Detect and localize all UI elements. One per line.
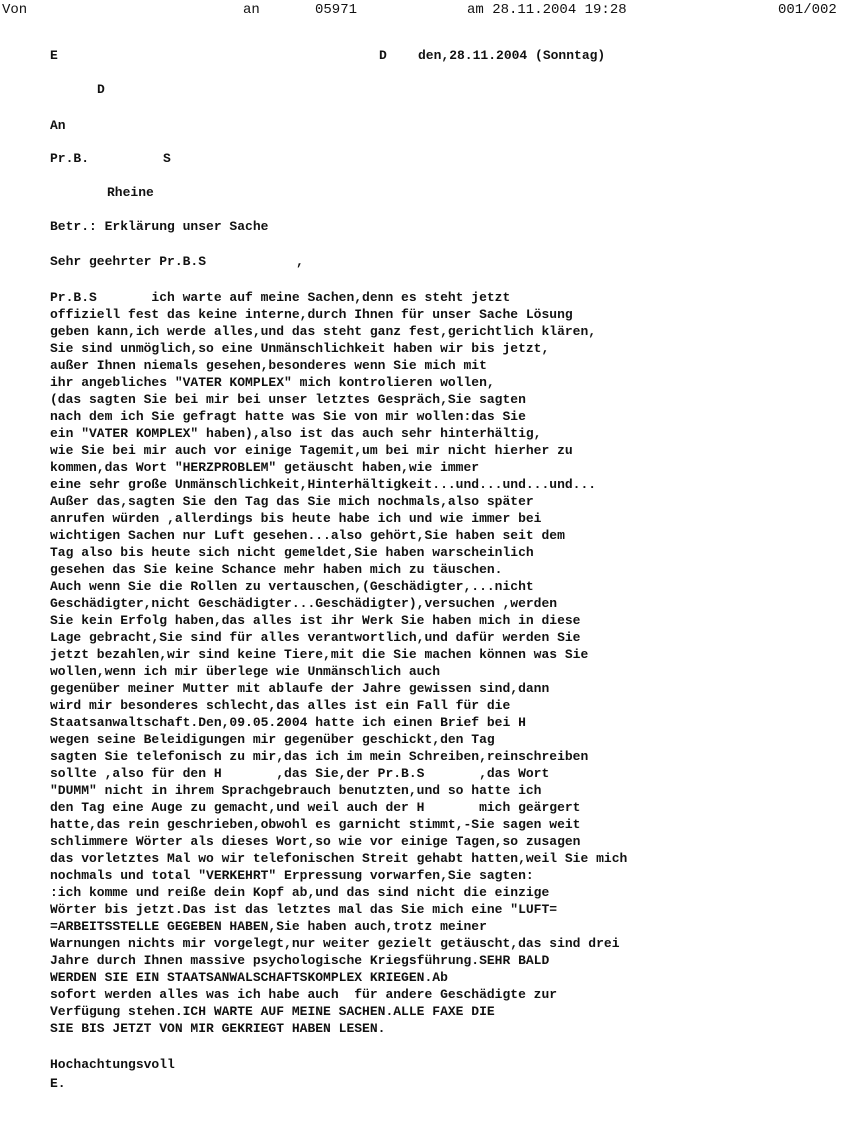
body-line: sagten Sie telefonisch zu mir,das ich im mein Schreiben,reinschreiben [50,749,589,764]
sender-initial: E [50,48,58,63]
body-line: SIE BIS JETZT VON MIR GEKRIEGT HABEN LESEN. [50,1021,386,1036]
sender-line-2: D [97,82,105,97]
body-line: Verfügung stehen.ICH WARTE AUF MEINE SACHEN.ALLE FAXE DIE [50,1004,495,1019]
body-line: gesehen das Sie keine Schance mehr haben mich zu täuschen. [50,562,503,577]
body-line: sofort werden alles was ich habe auch für andere Geschädigte zur [50,987,558,1002]
fax-number: 05971 [315,2,358,18]
body-line: Tag also bis heute sich nicht gemeldet,Sie haben warscheinlich [50,545,534,560]
fax-to-label: an [243,2,260,18]
body-line: schlimmere Wörter als dieses Wort,so wie vor einige Tagen,so zusagen [50,834,581,849]
body-line: gegenüber meiner Mutter mit ablaufe der Jahre gewissen sind,dann [50,681,550,696]
body-line: Lage gebracht,Sie sind für alles verantwortlich,und dafür werden Sie [50,630,581,645]
body-line: Sie kein Erfolg haben,das alles ist ihr Werk Sie haben mich in diese [50,613,581,628]
body-line: wie Sie bei mir auch vor einige Tagemit,um bei mir nicht hierher zu [50,443,573,458]
body-line: Wörter bis jetzt.Das ist das letztes mal das Sie mich eine "LUFT= [50,902,558,917]
body-line: nach dem ich Sie gefragt hatte was Sie von mir wollen:das Sie [50,409,526,424]
recipient-initial: S [163,151,171,166]
body-line: nochmals und total "VERKEHRT" Erpressung vorwarfen,Sie sagten: [50,868,534,883]
recipient-city: Rheine [107,185,154,200]
closing: Hochachtungsvoll [50,1057,175,1072]
body-line: wird mir besonderes schlecht,das alles ist ein Fall für die [50,698,511,713]
fax-page-count: 001/002 [778,2,837,18]
fax-datetime: am 28.11.2004 19:28 [467,2,627,18]
body-line: den Tag eine Auge zu gemacht,und weil auch der H mich geärgert [50,800,581,815]
body-line: anrufen würden ,allerdings bis heute habe ich und wie immer bei [50,511,542,526]
body-line: außer Ihnen niemals gesehen,besonderes wenn Sie mich mit [50,358,487,373]
body-line: offiziell fest das keine interne,durch Ihnen für unser Sache Lösung [50,307,573,322]
body-line: wegen seine Beleidigungen mir gegenüber geschickt,den Tag [50,732,495,747]
subject-line: Betr.: Erklärung unser Sache [50,219,269,234]
body-line: Pr.B.S ich warte auf meine Sachen,denn es steht jetzt [50,290,511,305]
body-line: ihr angebliches "VATER KOMPLEX" mich kontrolieren wollen, [50,375,495,390]
letter-body [50,289,840,1037]
body-line: Auch wenn Sie die Rollen zu vertauschen,(Geschädigter,...nicht [50,579,534,594]
body-line: Staatsanwaltschaft.Den,09.05.2004 hatte ich einen Brief bei H [50,715,526,730]
body-line: (das sagten Sie bei mir bei unser letztes Gespräch,Sie sagten [50,392,526,407]
body-line: "DUMM" nicht in ihrem Sprachgebrauch benutzten,und so hatte ich [50,783,542,798]
body-line: geben kann,ich werde alles,und das steht ganz fest,gerichtlich klären, [50,324,597,339]
body-line: Jahre durch Ihnen massive psychologische Kriegsführung.SEHR BALD [50,953,550,968]
signature: E. [50,1076,66,1091]
body-line: sollte ,also für den H ,das Sie,der Pr.B.S ,das Wort [50,766,550,781]
body-line: Warnungen nichts mir vorgelegt,nur weiter gezielt getäuscht,das sind drei [50,936,620,951]
recipient-label: An [50,118,66,133]
body-line: wichtigen Sachen nur Luft gesehen...also gehört,Sie haben seit dem [50,528,565,543]
body-line: Geschädigter,nicht Geschädigter...Geschädigter),versuchen ,werden [50,596,558,611]
body-line: Außer das,sagten Sie den Tag das Sie mich nochmals,also später [50,494,534,509]
body-line: wollen,wenn ich mir überlege wie Unmänschlich auch [50,664,441,679]
body-line: Sie sind unmöglich,so eine Unmänschlichkeit haben wir bis jetzt, [50,341,550,356]
salutation-comma: , [296,254,304,269]
place-initial: D [379,48,387,63]
body-line: hatte,das rein geschrieben,obwohl es garnicht stimmt,-Sie sagen weit [50,817,581,832]
body-line: jetzt bezahlen,wir sind keine Tiere,mit die Sie machen können was Sie [50,647,589,662]
body-line: ein "VATER KOMPLEX" haben),also ist das auch sehr hinterhältig, [50,426,542,441]
fax-from-label: Von [2,2,28,18]
recipient-name: Pr.B. [50,151,90,166]
salutation: Sehr geehrter Pr.B.S [50,254,207,269]
body-line: WERDEN SIE EIN STAATSANWALSCHAFTSKOMPLEX KRIEGEN.Ab [50,970,448,985]
body-line: =ARBEITSSTELLE GEGEBEN HABEN,Sie haben auch,trotz meiner [50,919,487,934]
body-line: :ich komme und reiße dein Kopf ab,und das sind nicht die einzige [50,885,550,900]
body-line: kommen,das Wort "HERZPROBLEM" getäuscht haben,wie immer [50,460,480,475]
letter-date: den,28.11.2004 (Sonntag) [418,48,606,63]
body-line: das vorletztes Mal wo wir telefonischen Streit gehabt hatten,weil Sie mich [50,851,628,866]
body-line: eine sehr große Unmänschlichkeit,Hinterhältigkeit...und...und...und... [50,477,597,492]
fax-header [0,2,851,20]
